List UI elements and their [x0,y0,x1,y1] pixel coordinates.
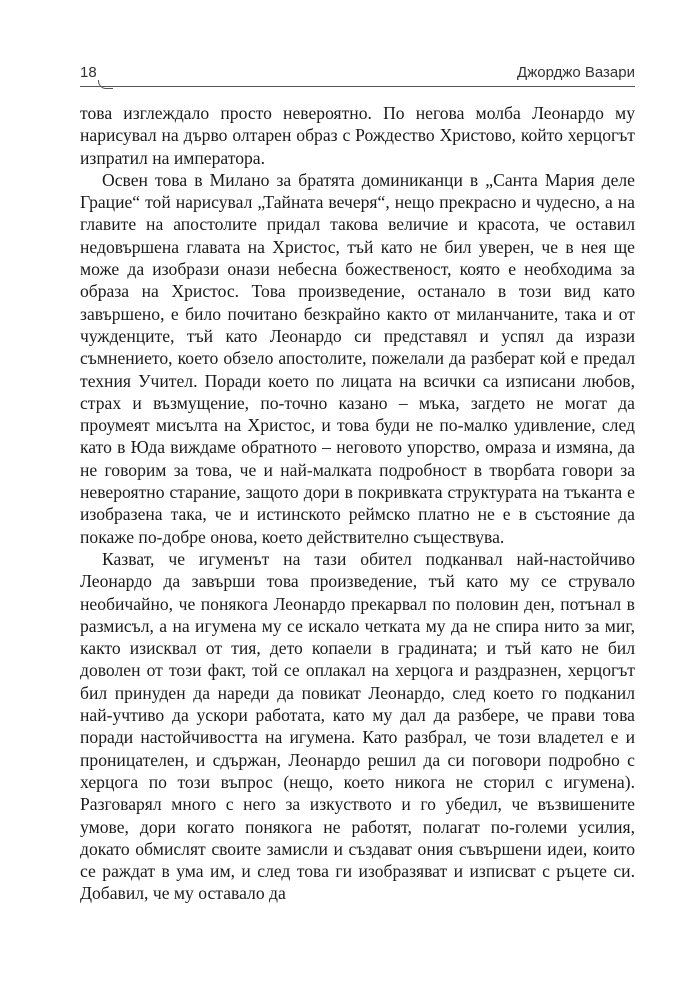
paragraph: Освен това в Милано за братята доминиканци в „Санта Мария деле Грацие“ той нарисувал „Тайната вечеря“, нещо прекрасно и чудесно, а на главите на апостолите придал такова величие и красота, че оставил недовършена главата на Христос, тъй като не бил уверен, че в нея ще може да изобрази онази небесна божественост, която е необходима за образа на Христос. Това произведение, останало в този вид като завършено, е било почитано безкрайно както от миланчаните, така и от чужденците, тъй като Леонардо си представял и успял да изрази съмнението, което обзело апостолите, пожелали да разберат кой е предал техния Учител. Поради което по лицата на всички са изписани любов, страх и възмущение, по-точно казано – мъка, загдето не могат да проумеят мисълта на Христос, и това буди не по-малко удивление, след като в Юда виждаме обратното – неговото упорство, омраза и измяна, да не говорим за това, че и най-малката подробност в творбата говори за невероятно старание, защото дори в покривката структурата на тъканта е изобразена така, че и истинското реймско платно не е в състояние да покаже по-добре онова, което действително съществува. [80,169,635,547]
page-header [80,64,635,88]
paragraph: Казват, че игуменът на тази обител подканвал най-настойчиво Леонардо да завърши това произведение, тъй като му се струвало необичайно, че понякога Леонардо прекарвал по половин ден, потънал в размисъл, а на игумена му се искало четката му да не спира нито за миг, както изисквал от тия, дето копаели в градината; и тъй като не бил доволен от този факт, той се оплакал на херцога и раздразнен, херцогът бил принуден да нареди да повикат Леонардо, след което го подканил най-учтиво да ускори работата, като му дал да разбере, че прави това поради настойчивостта на игумена. Като разбрал, че този владетел е и проницателен, и сдържан, Леонардо решил да си поговори подробно с херцога по този въпрос (нещо, което никога не сторил с игумена). Разговарял много с него за изкуството и го убедил, че възвишените умове, дори когато понякога не работят, полагат по-големи усилия, докато обмислят своите замисли и създават ония съвършени идеи, които се раждат в ума им, и след това ги изобразяват и изписват с ръцете си. Добавил, че му оставало да [80,548,635,904]
page-number: 18 [80,64,97,81]
paragraph: това изглеждало просто невероятно. По негова молба Леонардо му нарисувал на дърво олтарен образ с Рождество Христово, който херцогът изпратил на императора. [80,103,635,168]
running-title: Джорджо Вазари [517,64,635,81]
header-flourish-ornament [98,80,113,89]
header-rule [80,86,635,87]
body-text [80,102,635,905]
